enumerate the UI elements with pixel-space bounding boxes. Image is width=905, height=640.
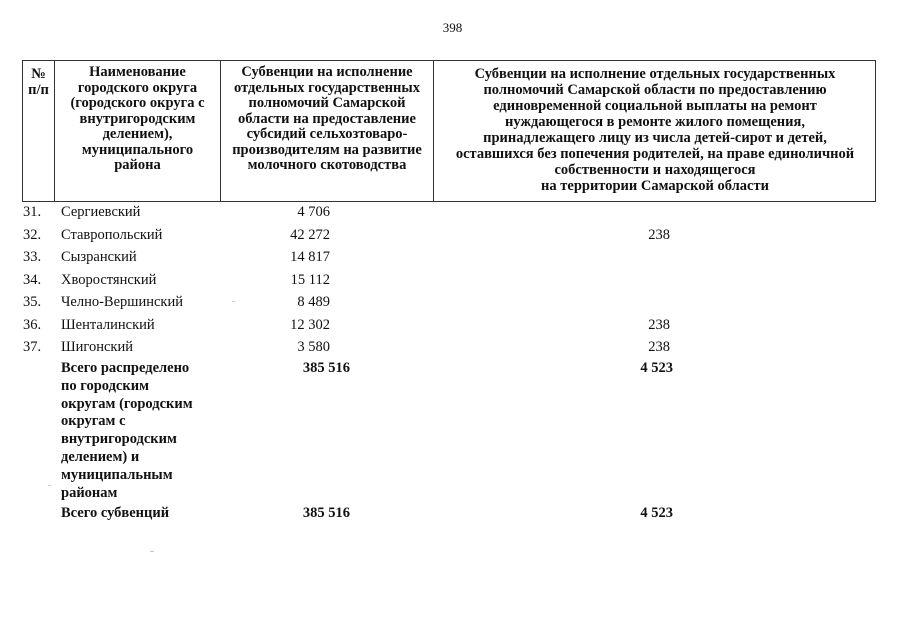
district-name: Шигонский bbox=[61, 339, 133, 355]
dairy-subsidy-value: 8 489 bbox=[297, 294, 330, 310]
page-number: 398 bbox=[442, 20, 463, 35]
total-subventions-dairy-value: 385 516 bbox=[302, 505, 350, 521]
housing-payment-value: 238 bbox=[648, 339, 670, 355]
table-row bbox=[0, 224, 905, 246]
row-number: 34. bbox=[23, 271, 42, 288]
total-distributed-dairy-value: 385 516 bbox=[302, 360, 350, 376]
district-name: Ставропольский bbox=[61, 226, 163, 243]
total-distributed-row bbox=[0, 357, 905, 379]
row-number: 31. bbox=[23, 204, 42, 220]
dairy-subsidy-value: 12 302 bbox=[290, 316, 330, 333]
total-distributed-housing-value: 4 523 bbox=[640, 360, 673, 376]
dairy-subsidy-value: 15 112 bbox=[290, 271, 330, 288]
table-row bbox=[0, 269, 905, 291]
table-header bbox=[22, 60, 876, 202]
total-distributed-label: Всего распределено по городским округам (городским округам с внутригородским делением) и муниципальным районам bbox=[61, 360, 193, 501]
table-row bbox=[0, 201, 905, 223]
district-name: Челно-Вершинский bbox=[61, 294, 183, 310]
row-number: 36. bbox=[23, 316, 42, 333]
district-name: Хворостянский bbox=[61, 271, 157, 288]
header-col-dairy-subsidies: Субвенции на исполнение отдельных государственных полномочий Самарской области на предоставление субсидий сельхозтоваро- производителям на развитие молочного скотоводства bbox=[232, 64, 422, 173]
table-row bbox=[0, 314, 905, 336]
scan-speck bbox=[48, 485, 51, 486]
row-number: 37. bbox=[23, 339, 42, 355]
table-row bbox=[0, 291, 905, 313]
scan-speck bbox=[150, 551, 154, 552]
row-number: 32. bbox=[23, 226, 42, 243]
dairy-subsidy-value: 42 272 bbox=[290, 226, 330, 243]
header-col-number: № п/п bbox=[28, 66, 49, 98]
row-number: 35. bbox=[23, 294, 42, 310]
district-name: Шенталинский bbox=[61, 316, 155, 333]
header-col-name: Наименование городского округа (городского округа с внутригородским делением), муниципального района bbox=[70, 64, 205, 173]
scan-speck bbox=[232, 301, 235, 302]
dairy-subsidy-value: 3 580 bbox=[297, 339, 330, 355]
dairy-subsidy-value: 4 706 bbox=[297, 204, 330, 220]
total-subventions-label: Всего субвенций bbox=[61, 505, 170, 521]
housing-payment-value: 238 bbox=[648, 316, 670, 333]
district-name: Сызранский bbox=[61, 249, 137, 265]
table-row bbox=[0, 336, 905, 358]
table-row bbox=[0, 246, 905, 268]
row-number: 33. bbox=[23, 249, 42, 265]
header-col-orphan-housing: Субвенции на исполнение отдельных государственных полномочий Самарской области по предоставлению единовременной социальной выплаты на ремонт нуждающегося в ремонте жилого помещения, принадлежащего лицу из числа детей-сирот и детей, оставшихся без попечения родителей, на праве единоличной собственности и находящегося на территории Самарской области bbox=[455, 66, 855, 194]
total-subventions-row bbox=[0, 502, 905, 524]
housing-payment-value: 238 bbox=[648, 226, 670, 243]
total-subventions-housing-value: 4 523 bbox=[640, 505, 673, 521]
dairy-subsidy-value: 14 817 bbox=[290, 249, 330, 265]
district-name: Сергиевский bbox=[61, 204, 141, 220]
